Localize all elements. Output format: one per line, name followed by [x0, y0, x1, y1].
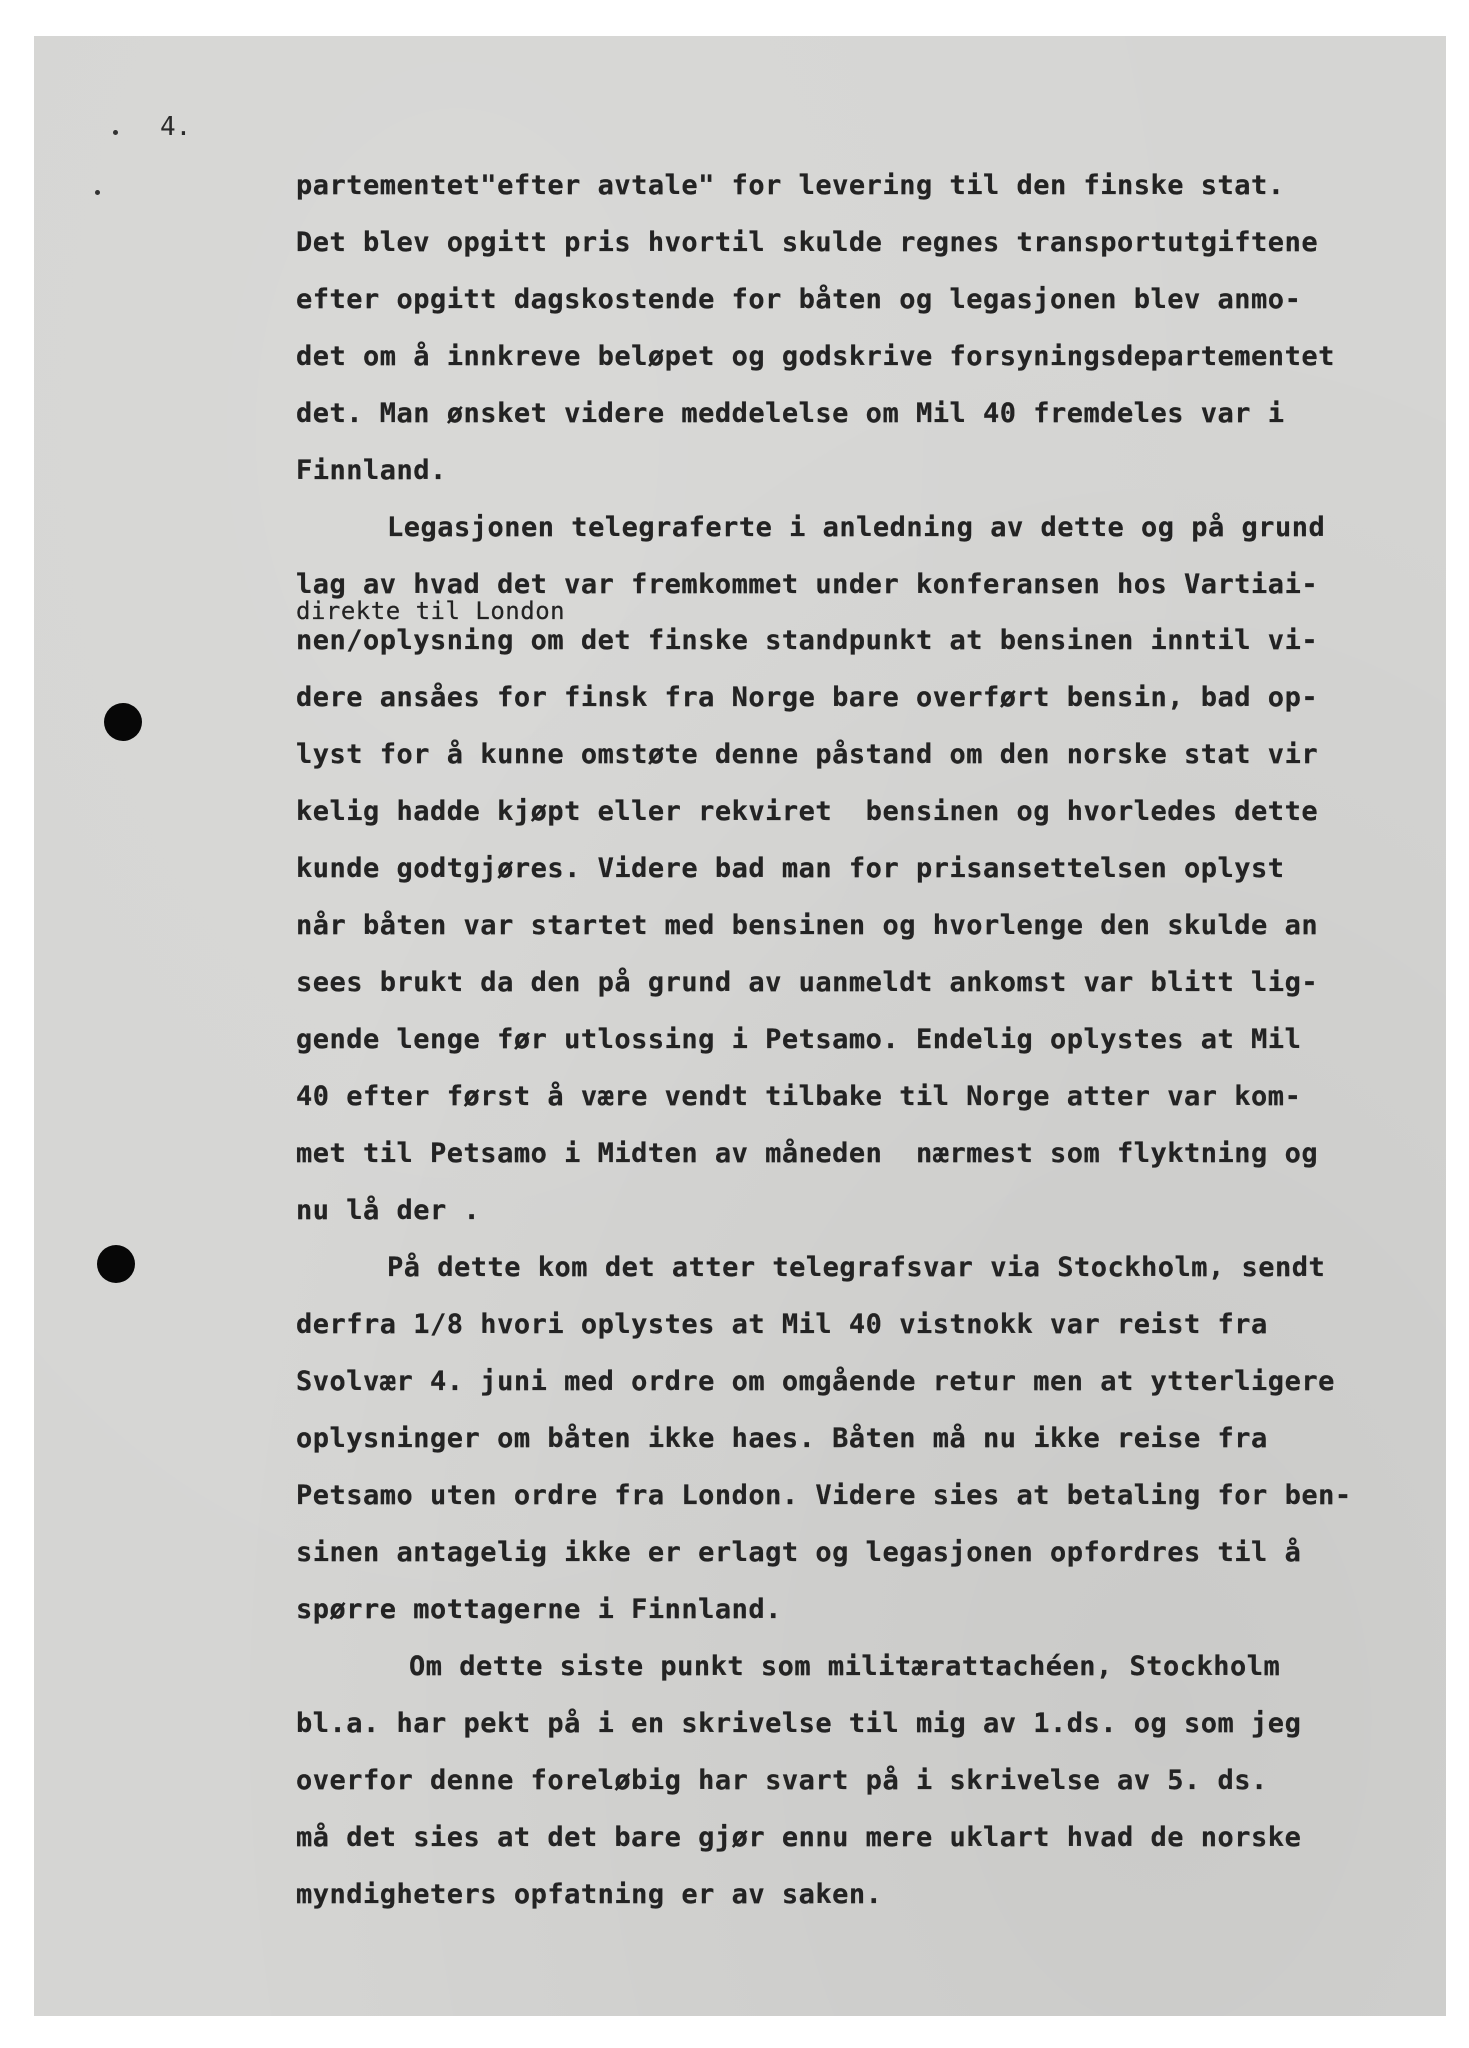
margin-mark	[95, 190, 100, 195]
text-line: partementet"efter avtale" for levering til den finske stat.	[296, 170, 1285, 201]
text-line: sees brukt da den på grund av uanmeldt ankomst var blitt lig-	[296, 967, 1319, 998]
text-line: Legasjonen telegraferte i anledning av dette og på grund	[387, 512, 1326, 543]
page-number: 4.	[160, 112, 192, 142]
text-line: gende lenge før utlossing i Petsamo. Endelig oplystes at Mil	[296, 1024, 1302, 1055]
text-line: myndigheters opfatning er av saken.	[296, 1879, 883, 1910]
text-line: overfor denne foreløbig har svart på i skrivelse av 5. ds.	[296, 1765, 1268, 1796]
text-line: oplysninger om båten ikke haes. Båten må nu ikke reise fra	[296, 1423, 1268, 1454]
text-line: kelig hadde kjøpt eller rekviret bensinen og hvorledes dette	[296, 796, 1319, 827]
text-line: met til Petsamo i Midten av måneden nærmest som flyktning og	[296, 1138, 1319, 1169]
text-line: lag av hvad det var fremkommet under konferansen hos Vartiai-	[296, 569, 1319, 600]
text-line: nen/oplysning om det finske standpunkt at bensinen inntil vi-	[296, 625, 1319, 656]
text-line: Finnland.	[296, 455, 447, 486]
text-line: spørre mottagerne i Finnland.	[296, 1594, 782, 1625]
text-line: Petsamo uten ordre fra London. Videre sies at betaling for ben-	[296, 1480, 1352, 1511]
text-line: 40 efter først å være vendt tilbake til Norge atter var kom-	[296, 1081, 1302, 1112]
text-line: På dette kom det atter telegrafsvar via Stockholm, sendt	[387, 1252, 1326, 1283]
text-line: kunde godtgjøres. Videre bad man for prisansettelsen oplyst	[296, 853, 1285, 884]
text-line: sinen antagelig ikke er erlagt og legasjonen opfordres til å	[296, 1537, 1302, 1568]
text-line: Det blev opgitt pris hvortil skulde regnes transportutgiftene	[296, 227, 1319, 258]
text-line: derfra 1/8 hvori oplystes at Mil 40 vistnokk var reist fra	[296, 1309, 1268, 1340]
text-line: bl.a. har pekt på i en skrivelse til mig av 1.ds. og som jeg	[296, 1708, 1302, 1739]
text-line: dere ansåes for finsk fra Norge bare overført bensin, bad op-	[296, 682, 1319, 713]
text-line: det om å innkreve beløpet og godskrive forsyningsdepartementet	[296, 341, 1335, 372]
punch-hole-upper	[104, 703, 142, 741]
margin-mark	[113, 130, 118, 135]
text-line: Svolvær 4. juni med ordre om omgående retur men at ytterligere	[296, 1366, 1335, 1397]
text-line: nu lå der .	[296, 1195, 481, 1226]
text-line: efter opgitt dagskostende for båten og legasjonen blev anmo-	[296, 284, 1302, 315]
punch-hole-lower	[97, 1245, 135, 1283]
inserted-text: direkte til London	[296, 597, 566, 625]
text-line: når båten var startet med bensinen og hvorlenge den skulde an	[296, 910, 1319, 941]
text-line: Om dette siste punkt som militærattachéen, Stockholm	[409, 1651, 1281, 1682]
text-line: det. Man ønsket videre meddelelse om Mil 40 fremdeles var i	[296, 398, 1285, 429]
text-line: må det sies at det bare gjør ennu mere uklart hvad de norske	[296, 1822, 1302, 1853]
text-line: lyst for å kunne omstøte denne påstand om den norske stat vir	[296, 739, 1319, 770]
